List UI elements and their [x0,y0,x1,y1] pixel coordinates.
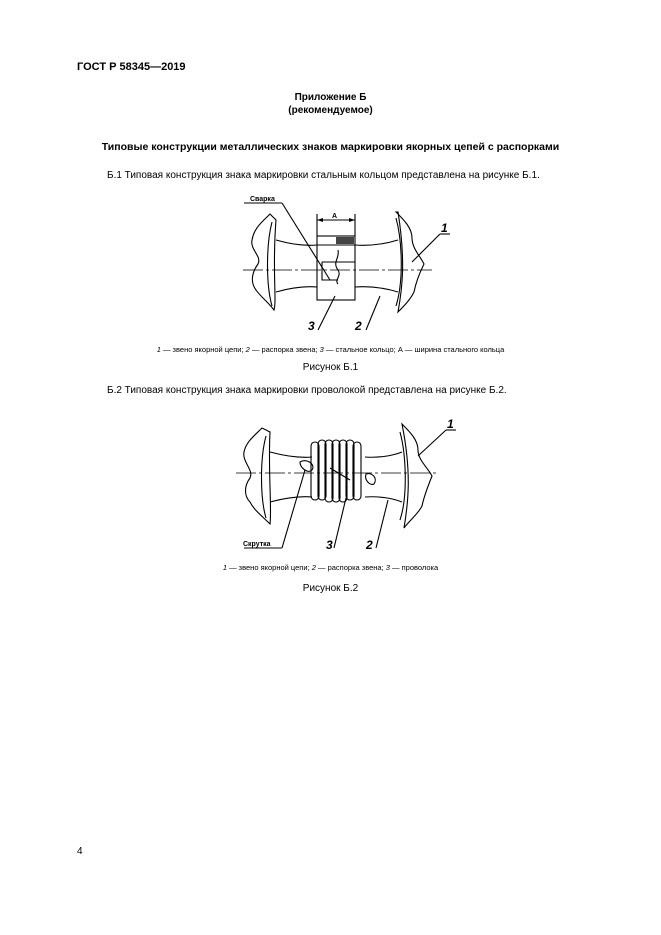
caption-num-3: 3 [319,345,324,354]
figure-b1-caption [0,345,661,354]
chain-link-right-outer [396,212,424,312]
chain-link-right-outer [402,424,432,528]
caption-num-1: 1 [222,563,227,572]
figure-b1-title: Рисунок Б.1 [302,362,359,373]
figure-b1-drawing [230,186,448,344]
label-2: 2 [366,538,373,552]
caption-text-1: — звено якорной цепи; [227,563,312,572]
chain-link-right-inner [400,432,405,520]
caption-num-3: 3 [385,563,390,572]
annex-title: Приложение Б [294,92,367,103]
caption-text-3: — стальное кольцо; А — ширина стального кольца [323,345,505,354]
chain-link-left-outer [252,214,276,310]
section-title: Типовые конструкции металлических знаков маркировки якорных цепей с распорками [101,141,560,153]
caption-num-2: 2 [311,563,316,572]
stud-bottom-right [355,287,398,292]
label-3: 3 [308,319,315,333]
label-3: 3 [326,538,333,552]
label-twist: Скрутка [243,541,271,548]
figure-b2-caption [0,563,661,572]
caption-num-2: 2 [245,345,250,354]
stud-top-right [355,240,398,245]
figure-b2-drawing [230,408,454,558]
chain-link-left-outer [244,428,271,524]
label-2: 2 [355,319,362,333]
annex-status: (рекомендуемое) [288,105,373,116]
page-number: 4 [77,846,83,857]
caption-text-1: — звено якорной цепи; [160,345,246,354]
weld-hatch [336,237,354,244]
label-width-a: А [332,213,338,220]
label-weld: Сварка [250,196,275,203]
paragraph-b1: Б.1 Типовая конструкция знака маркировки стальным кольцом представлена на рисунке Б.1. [107,170,540,181]
annex-heading [0,91,661,117]
standard-id: ГОСТ Р 58345—2019 [77,61,186,73]
label-1: 1 [441,221,448,235]
stud-top-left [276,240,317,245]
caption-text-3: — проволока [389,563,439,572]
caption-num-1: 1 [156,345,161,354]
chain-link-left-inner [262,436,267,518]
label-1: 1 [447,417,454,431]
caption-text-2: — распорка звена; [249,345,320,354]
paragraph-b2: Б.2 Типовая конструкция знака маркировки проволокой представлена на рисунке Б.2. [107,385,507,396]
chain-link-left-inner [268,222,273,306]
figure-b2-title: Рисунок Б.2 [302,583,359,594]
stud-bottom-left [276,287,317,292]
caption-text-2: — распорка звена; [315,563,386,572]
